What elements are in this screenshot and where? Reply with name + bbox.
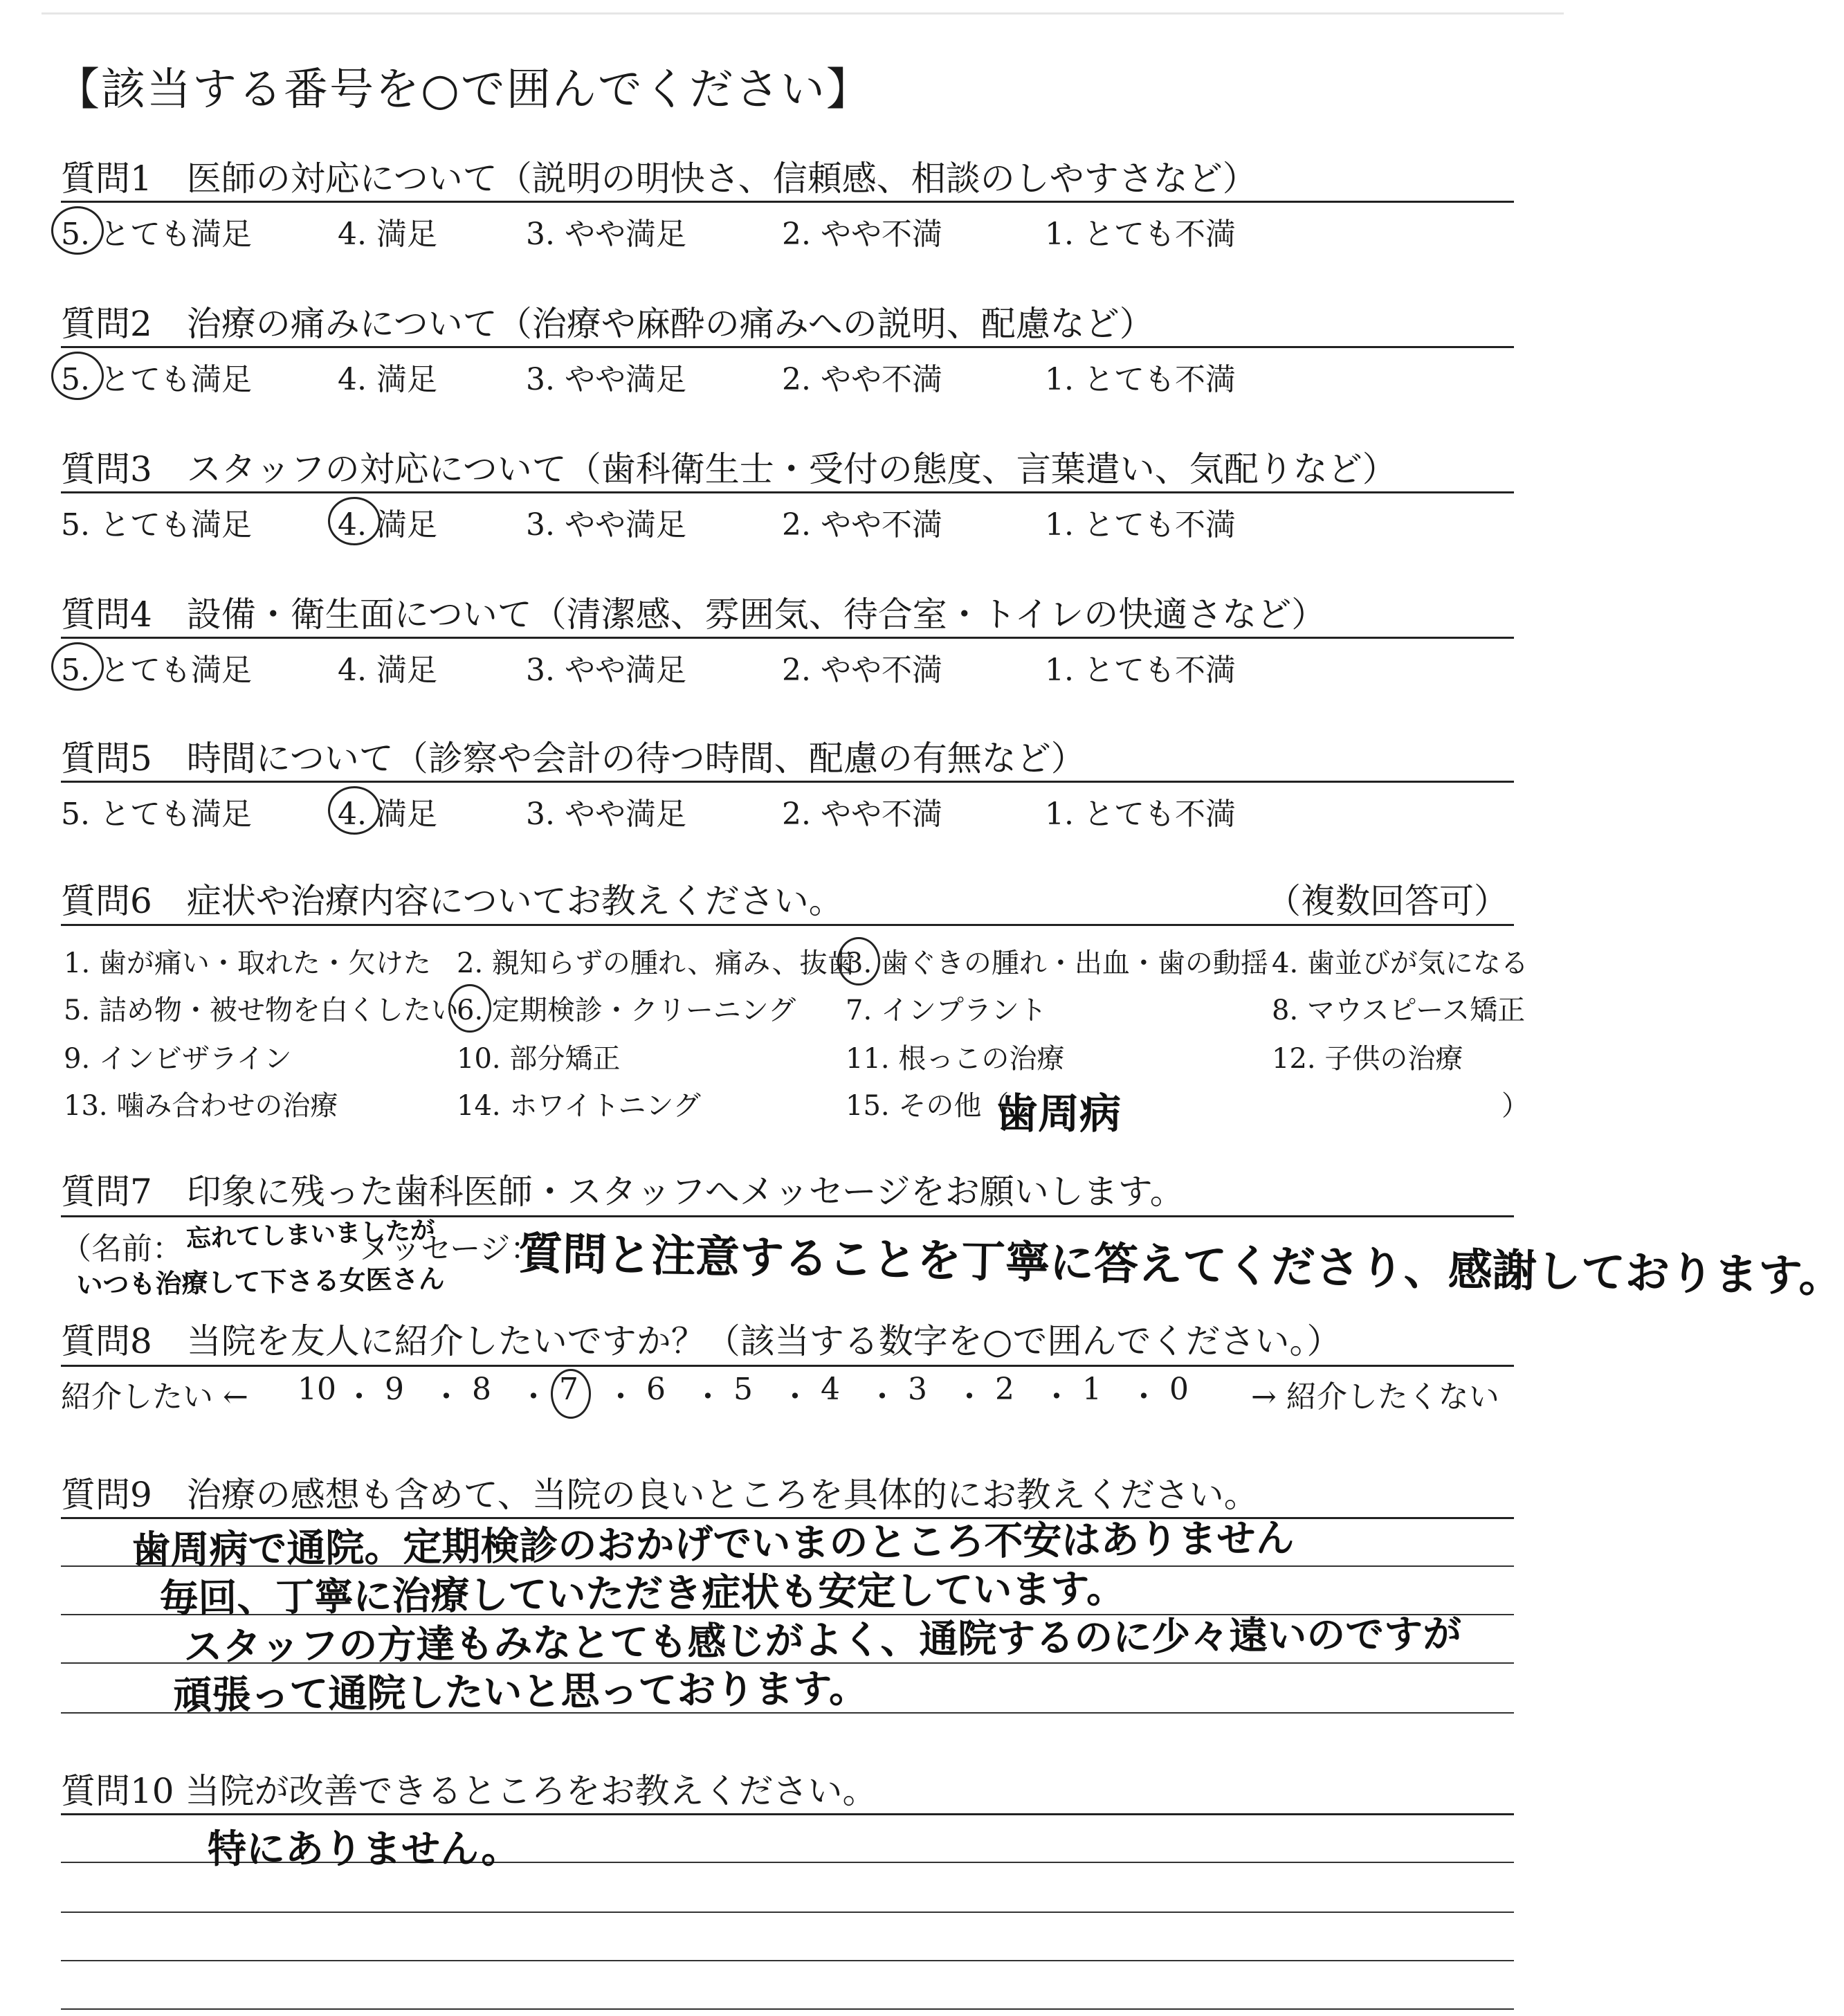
q9-answer-handwritten: 歯周病で通院。定期検診のおかげでいまのところ不安はありません (131, 1516, 1295, 1573)
q8-scale-dot: ・ (1129, 1379, 1159, 1415)
q6-option-11: 11. 根っこの治療 (846, 1043, 1065, 1075)
q9-answer-handwritten: 頑張って通院したいと思っております。 (173, 1666, 868, 1718)
q4-option-2: 2. やや不満 (782, 653, 942, 688)
q3-option-5: 5. とても満足 (61, 507, 252, 543)
q3-option-3: 3. やや満足 (526, 507, 686, 543)
q6-option-12: 12. 子供の治療 (1272, 1043, 1463, 1075)
q8-scale-2: 2 (995, 1372, 1014, 1407)
top-border (42, 12, 1564, 15)
q5-title: 質問5 時間について（診察や会計の待つ時間、配慮の有無など） (61, 738, 1086, 779)
q5-option-4: 4. 満足 (338, 797, 437, 832)
q3-option-4: 4. 満足 (338, 507, 437, 543)
q6-option-4: 4. 歯並びが気になる (1272, 947, 1528, 979)
q7-message-label: メッセージ： (360, 1231, 541, 1266)
q6-title: 質問6 症状や治療内容についてお教えください。 (61, 881, 843, 921)
q8-scale-9: 9 (385, 1372, 404, 1407)
q5-option-5: 5. とても満足 (61, 797, 252, 832)
q9-title: 質問9 治療の感想も含めて、当院の良いところを具体的にお教えください。 (61, 1475, 1259, 1515)
q2-title: 質問2 治療の痛みについて（治療や麻酔の痛みへの説明、配慮など） (61, 304, 1154, 344)
q3-option-2: 2. やや不満 (782, 507, 942, 543)
q6-option-9: 9. インビザライン (64, 1043, 292, 1075)
q10-answer-line (61, 1911, 1514, 1913)
q5-rule (61, 781, 1514, 783)
q6-option-8: 8. マウスピース矯正 (1272, 995, 1526, 1026)
q10-rule (61, 1813, 1514, 1815)
q8-left-label: 紹介したい ← (61, 1379, 248, 1415)
q6-option-10: 10. 部分矯正 (457, 1043, 621, 1075)
q8-scale-dot: ・ (431, 1379, 462, 1415)
q7-title: 質問7 印象に残った歯科医師・スタッフへメッセージをお願いします。 (61, 1172, 1185, 1212)
q7-message-handwritten: 質問と注意することを丁寧に答えてくださり、感謝しております。 (518, 1228, 1844, 1303)
q6-other-handwritten: 歯周病 (996, 1090, 1121, 1138)
q5-option-1: 1. とても不満 (1045, 797, 1236, 832)
q1-option-2: 2. やや不満 (782, 217, 942, 252)
q8-scale-0: 0 (1169, 1372, 1189, 1407)
q6-option-7: 7. インプラント (846, 995, 1047, 1026)
q4-option-3: 3. やや満足 (526, 653, 686, 688)
q6-selected-circle-3 (837, 937, 880, 986)
q4-option-1: 1. とても不満 (1045, 653, 1236, 688)
q8-scale-dot: ・ (780, 1379, 810, 1415)
q8-scale-dot: ・ (867, 1379, 897, 1415)
q8-title: 質問8 当院を友人に紹介したいですか？（該当する数字を○で囲んでください。） (61, 1321, 1342, 1361)
q6-option-1: 1. 歯が痛い・取れた・欠けた (64, 947, 431, 979)
q7-name-handwritten: 忘れてしまいましたが (185, 1216, 436, 1253)
q10-answer-handwritten: 特にありません。 (208, 1827, 520, 1872)
q4-option-5: 5. とても満足 (61, 653, 252, 688)
q3-rule (61, 491, 1514, 493)
q6-option-6: 6. 定期検診・クリーニング (457, 995, 796, 1026)
q6-option-close: ） (1501, 1090, 1529, 1122)
q6-rule (61, 924, 1514, 926)
q9-answer-handwritten: スタッフの方達もみなとても感じがよく、通院するのに少々遠いのですが (183, 1611, 1462, 1670)
q8-scale-7: 7 (559, 1372, 578, 1407)
q8-scale-dot: ・ (954, 1379, 985, 1415)
q8-scale-dot: ・ (605, 1379, 636, 1415)
q5-selected-circle (328, 786, 381, 835)
q2-option-2: 2. やや不満 (782, 362, 942, 397)
q8-scale-3: 3 (908, 1372, 927, 1407)
q6-option-14: 14. ホワイトニング (457, 1090, 701, 1122)
q1-selected-circle (51, 206, 104, 255)
q5-option-3: 3. やや満足 (526, 797, 686, 832)
q4-option-4: 4. 満足 (338, 653, 437, 688)
q2-option-4: 4. 満足 (338, 362, 437, 397)
q8-scale-1: 1 (1082, 1372, 1102, 1407)
q6-selected-circle-6 (448, 984, 491, 1033)
q4-title: 質問4 設備・衛生面について（清潔感、雰囲気、待合室・トイレの快適さなど） (61, 594, 1326, 635)
q5-option-2: 2. やや不満 (782, 797, 942, 832)
q4-selected-circle (51, 642, 104, 691)
q10-answer-line (61, 1960, 1514, 1961)
q4-rule (61, 637, 1514, 639)
q8-scale-dot: ・ (518, 1379, 549, 1415)
q3-option-1: 1. とても不満 (1045, 507, 1236, 543)
q8-selected-circle (551, 1369, 591, 1419)
q6-note: （複数回答可） (1266, 881, 1508, 921)
q1-option-3: 3. やや満足 (526, 217, 686, 252)
q6-option-13: 13. 噛み合わせの治療 (64, 1090, 338, 1122)
q3-title: 質問3 スタッフの対応について（歯科衛生士・受付の態度、言葉遣い、気配りなど） (61, 449, 1397, 489)
q9-answer-handwritten: 毎回、丁寧に治療していただき症状も安定しています。 (159, 1566, 1126, 1622)
q8-scale-5: 5 (733, 1372, 753, 1407)
q7-name-handwritten-2: いつも治療して下さる女医さん (76, 1263, 445, 1300)
q6-option-15: 15. その他（ (846, 1090, 1010, 1122)
q1-rule (61, 201, 1514, 203)
q7-name-label: （名前： (61, 1231, 183, 1266)
q2-option-5: 5. とても満足 (61, 362, 252, 397)
q8-scale-4: 4 (821, 1372, 840, 1407)
q3-selected-circle (328, 497, 381, 545)
q2-option-1: 1. とても不満 (1045, 362, 1236, 397)
q6-option-5: 5. 詰め物・被せ物を白くしたい (64, 995, 459, 1026)
q8-scale-10: 10 (298, 1372, 336, 1407)
q2-option-3: 3. やや満足 (526, 362, 686, 397)
q1-option-4: 4. 満足 (338, 217, 437, 252)
q10-title: 質問10 当院が改善できるところをお教えください。 (61, 1771, 877, 1811)
q6-option-2: 2. 親知らずの腫れ、痛み、抜歯 (457, 947, 855, 979)
q8-right-label: → 紹介したくない (1251, 1379, 1499, 1415)
q1-option-5: 5. とても満足 (61, 217, 252, 252)
q8-scale-dot: ・ (1041, 1379, 1072, 1415)
q1-title: 質問1 医師の対応について（説明の明快さ、信頼感、相談のしやすさなど） (61, 158, 1257, 199)
q1-option-1: 1. とても不満 (1045, 217, 1236, 252)
form-title: 【該当する番号を○で囲んでください】 (55, 64, 872, 116)
q8-scale-dot: ・ (693, 1379, 723, 1415)
q8-scale-6: 6 (646, 1372, 666, 1407)
q10-answer-line (61, 2008, 1514, 2010)
q6-option-3: 3. 歯ぐきの腫れ・出血・歯の動揺 (846, 947, 1268, 979)
q2-selected-circle (51, 352, 104, 400)
q8-scale-dot: ・ (344, 1379, 374, 1415)
q2-rule (61, 346, 1514, 348)
q8-rule (61, 1365, 1514, 1367)
q8-scale-8: 8 (472, 1372, 491, 1407)
